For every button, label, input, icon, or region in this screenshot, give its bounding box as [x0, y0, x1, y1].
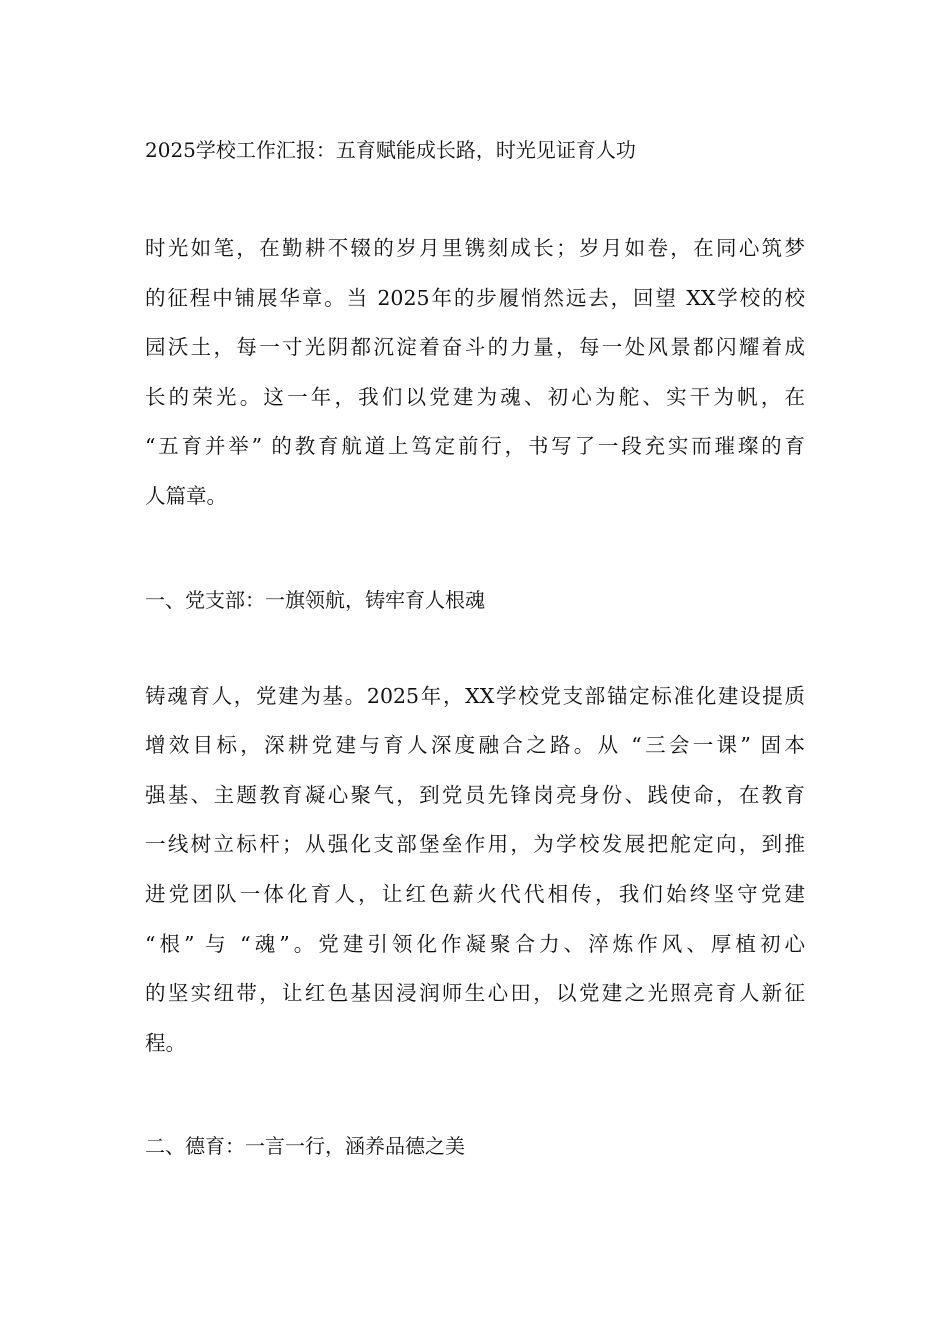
paragraph-line: “根” 与 “魂”。党建引领化作凝聚合力、淬炼作风、厚植初心 [145, 931, 805, 956]
paragraph-line: 强基、主题教育凝心聚气，到党员先锋岗亮身份、践使命，在教育 [145, 782, 805, 807]
paragraph-line: 的征程中铺展华章。当 2025年的步履悄然远去，回望 XX学校的校 [145, 285, 805, 310]
intro-paragraph [145, 224, 805, 522]
paragraph-line: 的坚实纽带，让红色基因浸润师生心田，以党建之光照亮育人新征 [145, 981, 805, 1006]
paragraph-line: 长的荣光。这一年，我们以党建为魂、初心为舵、实干为帆，在 [145, 384, 805, 409]
section-heading-party-branch: 一、党支部：一旗领航，铸牢育人根魂 [145, 587, 485, 612]
paragraph-line: 铸魂育人，党建为基。2025年，XX学校党支部锚定标准化建设提质 [145, 683, 805, 708]
paragraph-line: 进党团队一体化育人，让红色薪火代代相传，我们始终坚守党建 [145, 881, 805, 906]
party-branch-paragraph [145, 672, 805, 1069]
paragraph-line: 增效目标，深耕党建与育人深度融合之路。从 “三会一课” 固本 [145, 733, 805, 758]
section-heading-moral-education: 二、德育：一言一行，涵养品德之美 [145, 1134, 465, 1159]
document-title: 2025学校工作汇报：五育赋能成长路，时光见证育人功 [145, 138, 636, 162]
paragraph-line: 人篇章。 [145, 483, 227, 508]
document-body [145, 130, 805, 1218]
paragraph-line: “五育并举” 的教育航道上笃定前行，书写了一段充实而璀璨的育 [145, 434, 805, 459]
paragraph-line: 园沃土，每一寸光阴都沉淀着奋斗的力量，每一处风景都闪耀着成 [145, 335, 805, 360]
paragraph-line: 一线树立标杆；从强化支部堡垒作用，为学校发展把舵定向，到推 [145, 832, 805, 857]
paragraph-line: 时光如笔，在勤耕不辍的岁月里镌刻成长；岁月如卷，在同心筑梦 [145, 236, 805, 260]
paragraph-line: 程。 [145, 1030, 186, 1055]
